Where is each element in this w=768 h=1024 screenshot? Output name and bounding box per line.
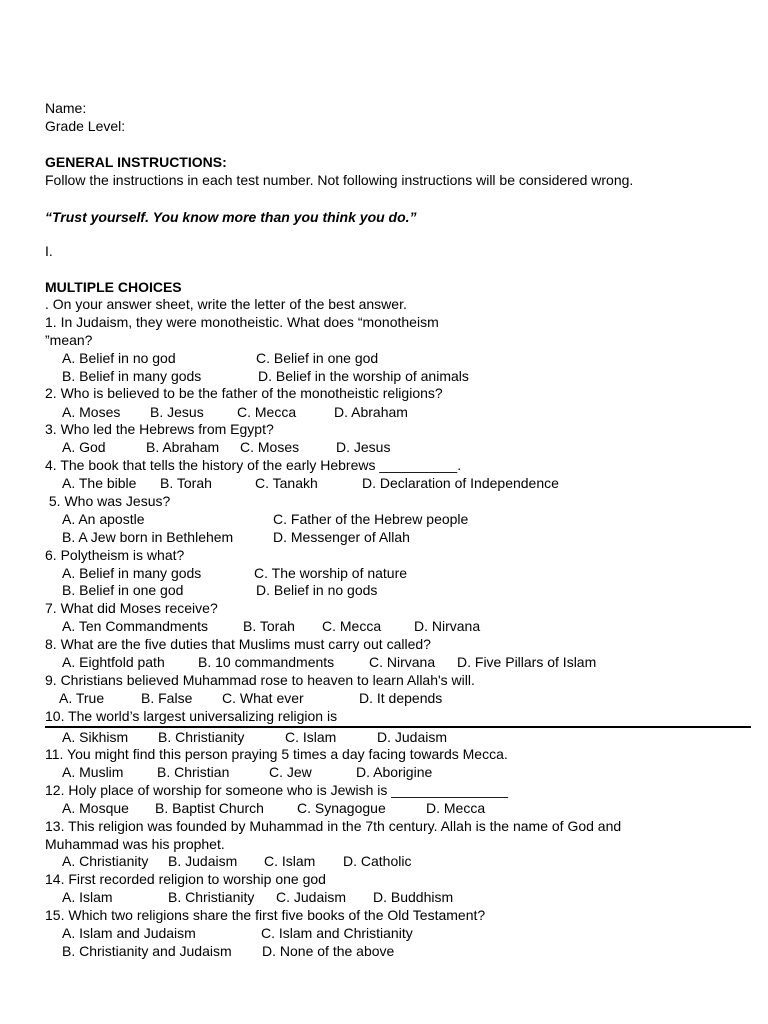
question-5: 5. Who was Jesus?: [45, 493, 171, 509]
q13-option-b: B. Judaism: [168, 853, 238, 869]
q5-option-b: B. A Jew born in Bethlehem: [62, 529, 234, 545]
q7-option-c: C. Mecca: [322, 618, 382, 634]
q5-option-d: D. Messenger of Allah: [273, 529, 410, 545]
q6-option-a: A. Belief in many gods: [62, 565, 202, 581]
q11-option-c: C. Jew: [269, 764, 312, 780]
q8-option-d: D. Five Pillars of Islam: [457, 654, 597, 670]
q7-option-a: A. Ten Commandments: [62, 618, 209, 634]
q15-option-a: A. Islam and Judaism: [62, 925, 196, 941]
q1-option-b: B. Belief in many gods: [62, 368, 202, 384]
q14-option-a: A. Islam: [62, 889, 113, 905]
question-6: 6. Polytheism is what?: [45, 547, 185, 563]
instructions-heading: GENERAL INSTRUCTIONS:: [45, 154, 227, 170]
q12-option-d: D. Mecca: [426, 800, 486, 816]
answer-blank-line: [45, 726, 751, 728]
q13-option-d: D. Catholic: [343, 853, 412, 869]
q4-option-a: A. The bible: [62, 475, 137, 491]
q2-option-c: C. Mecca: [237, 404, 297, 420]
q2-option-a: A. Moses: [62, 404, 121, 420]
q15-option-b: B. Christianity and Judaism: [62, 943, 232, 959]
question-7: 7. What did Moses receive?: [45, 600, 218, 616]
q9-option-b: B. False: [141, 690, 193, 706]
q5-option-a: A. An apostle: [62, 511, 145, 527]
q3-option-c: C. Moses: [240, 439, 300, 455]
q4-option-c: C. Tanakh: [255, 475, 318, 491]
part-number: I.: [45, 243, 53, 259]
q11-option-a: A. Muslim: [62, 764, 124, 780]
q14-option-c: C. Judaism: [276, 889, 347, 905]
q12-option-b: B. Baptist Church: [155, 800, 264, 816]
q9-option-a: A. True: [59, 690, 105, 706]
question-12: 12. Holy place of worship for someone who is Jewish is _______________: [45, 782, 509, 798]
q1-option-a: A. Belief in no god: [62, 350, 176, 366]
question-11: 11. You might find this person praying 5 times a day facing towards Mecca.: [45, 746, 508, 762]
question-8: 8. What are the five duties that Muslims must carry out called?: [45, 636, 431, 652]
question-13-cont: Muhammad was his prophet.: [45, 836, 225, 852]
q6-option-c: C. The worship of nature: [254, 565, 408, 581]
q11-option-b: B. Christian: [157, 764, 230, 780]
q8-option-b: B. 10 commandments: [198, 654, 335, 670]
motivational-quote: “Trust yourself. You know more than you think you do.”: [45, 209, 417, 225]
q13-option-c: C. Islam: [264, 853, 316, 869]
q13-option-a: A. Christianity: [62, 853, 149, 869]
q11-option-d: D. Aborigine: [356, 764, 433, 780]
q9-option-d: D. It depends: [359, 690, 443, 706]
q15-option-c: C. Islam and Christianity: [261, 925, 413, 941]
q3-option-b: B. Abraham: [146, 439, 220, 455]
q4-option-d: D. Declaration of Independence: [362, 475, 559, 491]
q12-option-a: A. Mosque: [62, 800, 129, 816]
q9-option-c: C. What ever: [222, 690, 304, 706]
q10-option-c: C. Islam: [285, 729, 337, 745]
q3-option-d: D. Jesus: [336, 439, 391, 455]
question-14: 14. First recorded religion to worship one god: [45, 871, 326, 887]
q10-option-d: D. Judaism: [377, 729, 448, 745]
question-10: 10. The world’s largest universalizing religion is: [45, 708, 338, 724]
question-15: 15. Which two religions share the first five books of the Old Testament?: [45, 907, 486, 923]
q4-option-b: B. Torah: [160, 475, 212, 491]
q14-option-d: D. Buddhism: [373, 889, 454, 905]
q6-option-b: B. Belief in one god: [62, 582, 184, 598]
section-heading: MULTIPLE CHOICES: [45, 279, 182, 295]
q8-option-a: A. Eightfold path: [62, 654, 165, 670]
instructions-text: Follow the instructions in each test number. Not following instructions will be considered wrong.: [45, 172, 634, 188]
q7-option-b: B. Torah: [243, 618, 295, 634]
question-2: 2. Who is believed to be the father of the monotheistic religions?: [45, 385, 443, 401]
q8-option-c: C. Nirvana: [369, 654, 436, 670]
q2-option-d: D. Abraham: [334, 404, 408, 420]
q14-option-b: B. Christianity: [168, 889, 255, 905]
q2-option-b: B. Jesus: [150, 404, 204, 420]
q3-option-a: A. God: [62, 439, 106, 455]
question-3: 3. Who led the Hebrews from Egypt?: [45, 421, 274, 437]
q15-option-d: D. None of the above: [262, 943, 395, 959]
name-label: Name:: [45, 100, 87, 116]
question-1-cont: ”mean?: [45, 332, 93, 348]
grade-level-label: Grade Level:: [45, 118, 126, 134]
q10-option-a: A. Sikhism: [62, 729, 129, 745]
question-4: 4. The book that tells the history of the early Hebrews __________.: [45, 457, 462, 473]
q6-option-d: D. Belief in no gods: [256, 582, 378, 598]
section-direction: . On your answer sheet, write the letter of the best answer.: [45, 296, 407, 312]
q12-option-c: C. Synagogue: [297, 800, 386, 816]
q7-option-d: D. Nirvana: [414, 618, 481, 634]
q1-option-c: C. Belief in one god: [256, 350, 379, 366]
question-13: 13. This religion was founded by Muhammad in the 7th century. Allah is the name of God and: [45, 818, 622, 834]
question-1: 1. In Judaism, they were monotheistic. What does “monotheism: [45, 314, 439, 330]
question-9: 9. Christians believed Muhammad rose to heaven to learn Allah's will.: [45, 672, 475, 688]
q1-option-d: D. Belief in the worship of animals: [258, 368, 469, 384]
q5-option-c: C. Father of the Hebrew people: [273, 511, 469, 527]
q10-option-b: B. Christianity: [158, 729, 245, 745]
